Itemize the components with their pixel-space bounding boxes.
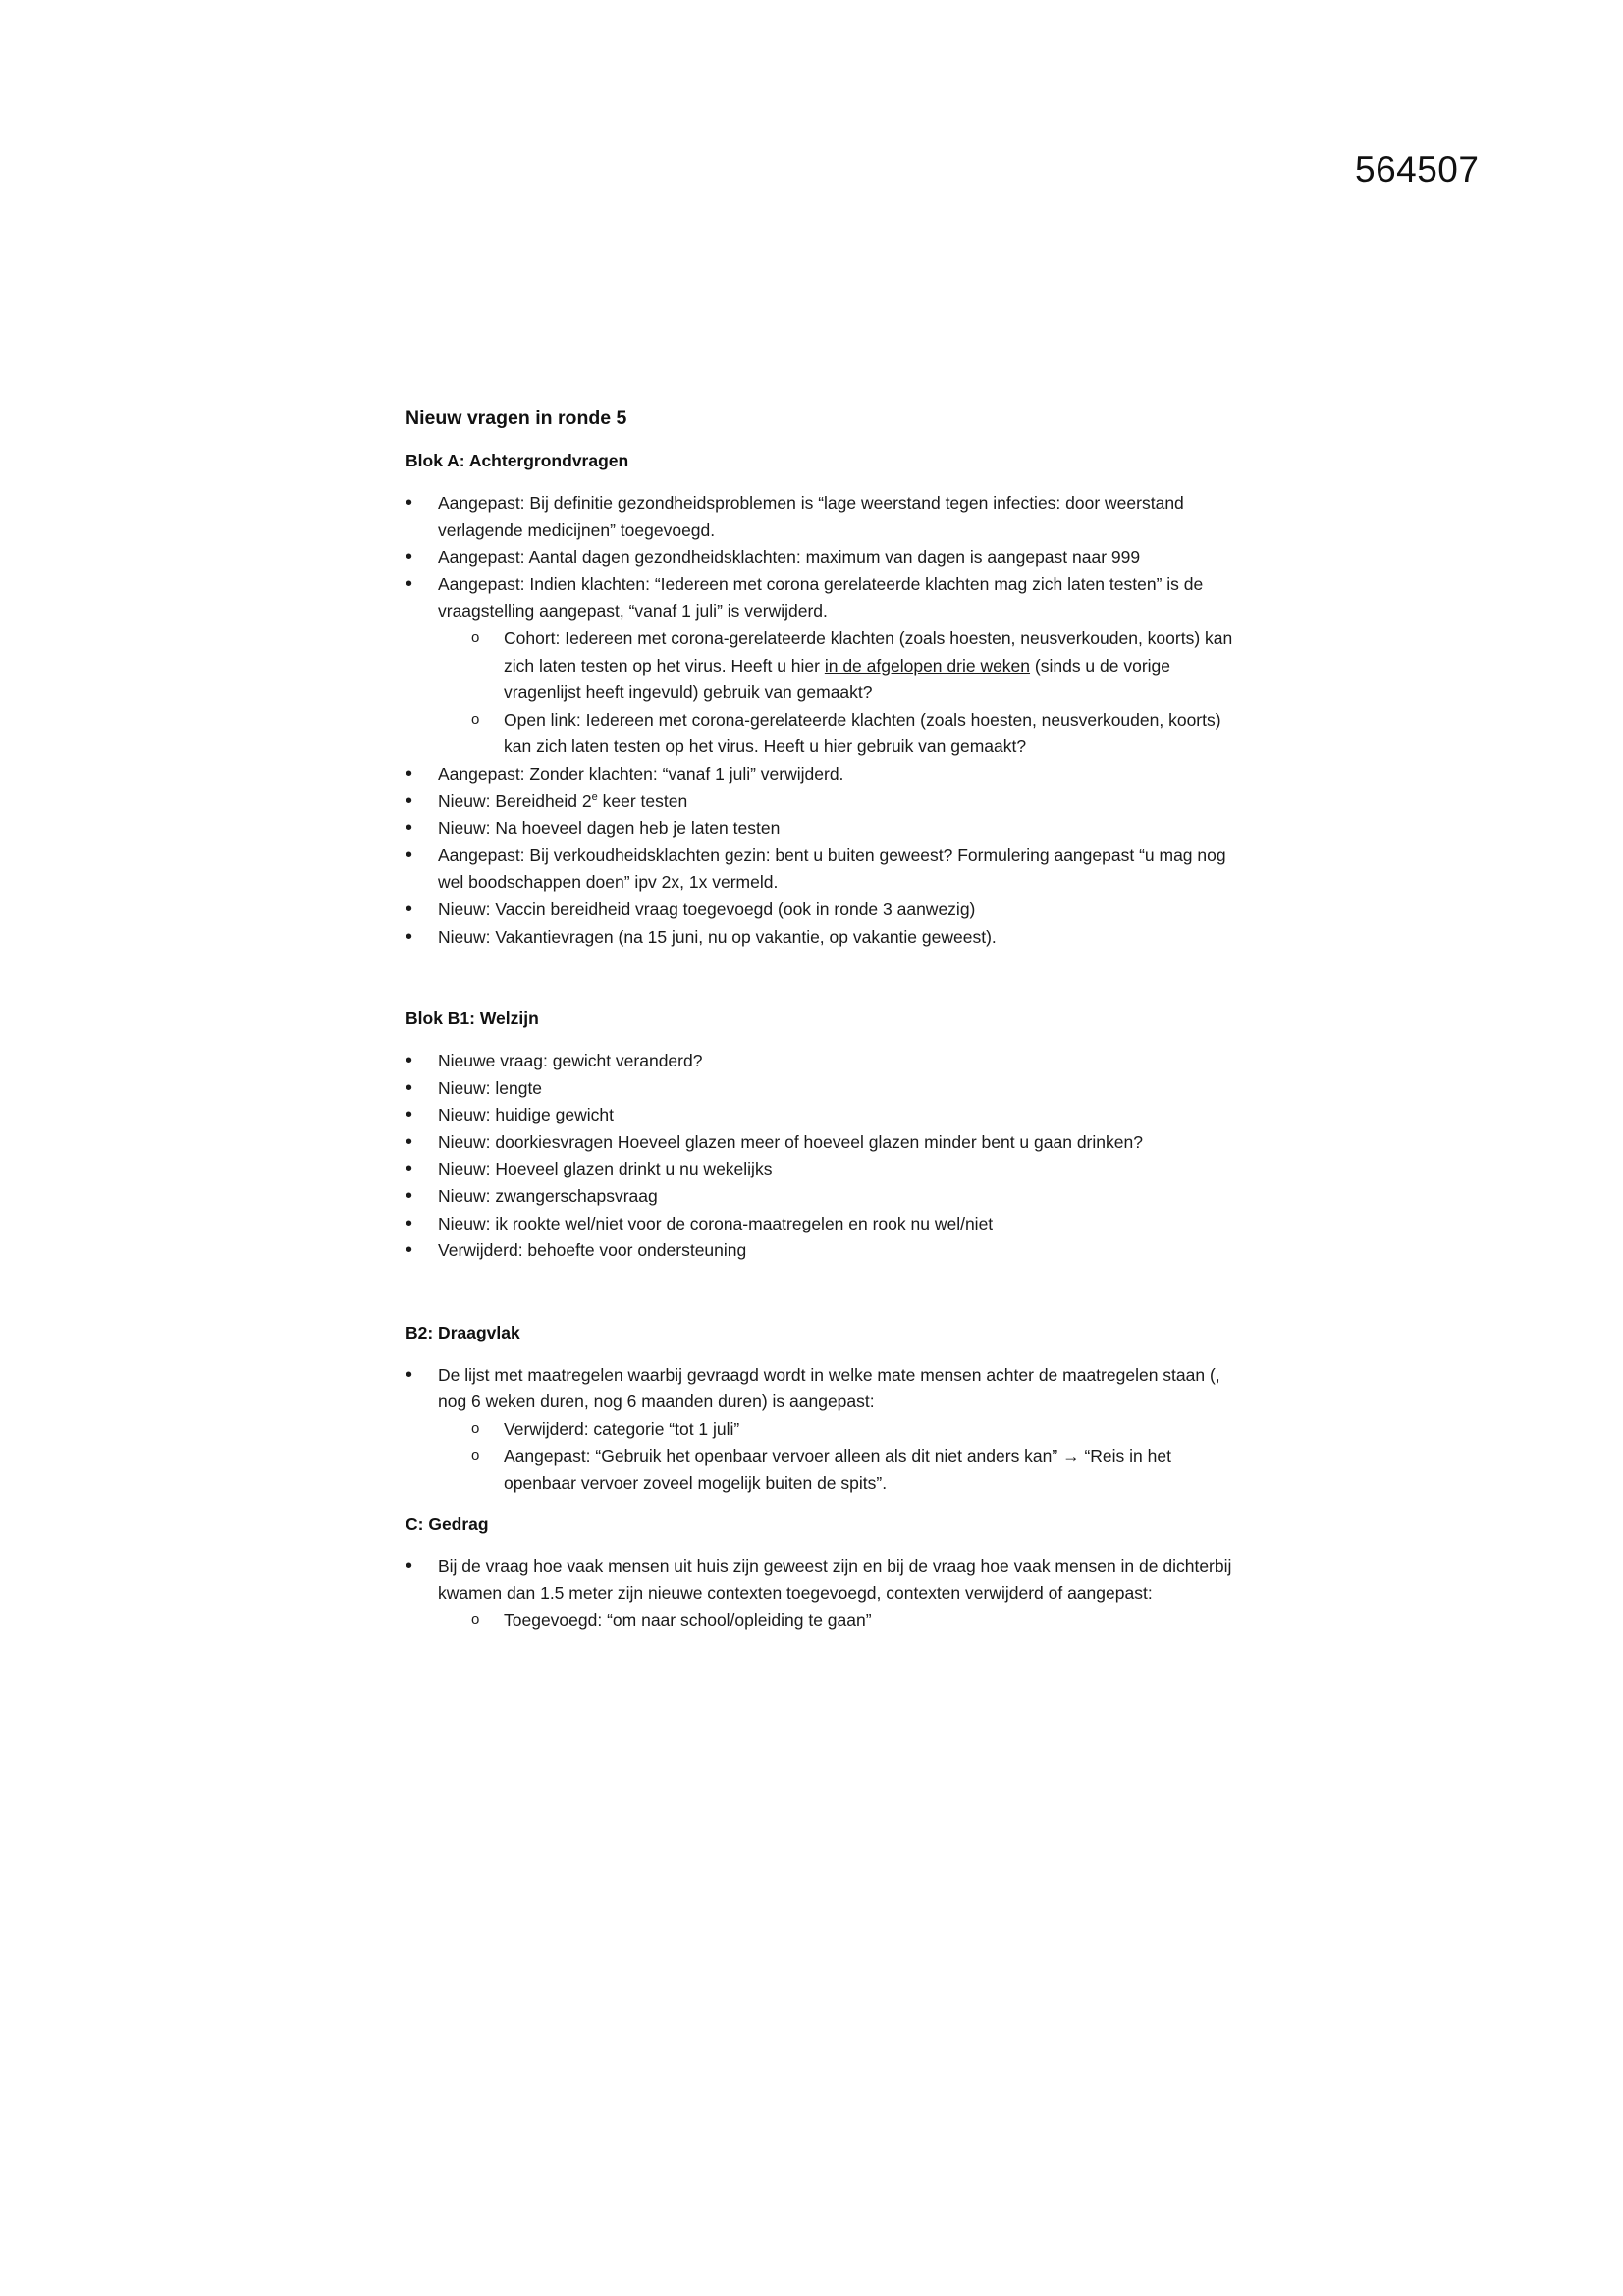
document-id-number: 564507 (1355, 149, 1480, 190)
block-c-list (406, 1554, 1240, 1635)
underlined-phrase: in de afgelopen drie weken (824, 655, 1031, 676)
superscript: e (591, 791, 598, 803)
section-heading-block-a: Blok A: Achtergrondvragen (406, 451, 629, 470)
list-item: • Nieuw: ik rookte wel/niet voor de corona-maatregelen en rook nu wel/niet (406, 1211, 1240, 1238)
list-item (406, 789, 1240, 816)
block-a-list (406, 490, 1240, 951)
list-item: • Nieuw: Vaccin bereidheid vraag toegevoegd (ook in ronde 3 aanwezig) (406, 897, 1240, 924)
list-item: • Aangepast: Zonder klachten: “vanaf 1 juli” verwijderd. (406, 761, 1240, 789)
list-item: • Nieuw: Vakantievragen (na 15 juni, nu op vakantie, op vakantie geweest). (406, 924, 1240, 952)
sub-list-item: o Open link: Iedereen met corona-gerelateerde klachten (zoals hoesten, neusverkouden, koorts) kan zich laten testen op het virus. Heeft u hier gebruik van gemaakt? (471, 707, 1240, 761)
list-item-text: keer testen (597, 791, 688, 811)
sub-list-item (471, 626, 1240, 707)
list-item: • Nieuwe vraag: gewicht veranderd? (406, 1048, 1240, 1075)
list-item: • Nieuw: Na hoeveel dagen heb je laten testen (406, 815, 1240, 843)
list-item-text: Nieuw: Bereidheid 2 (438, 791, 592, 811)
block-b2-list (406, 1362, 1240, 1498)
list-item (406, 1362, 1240, 1498)
block-c-sublist (438, 1608, 1240, 1635)
sub-list-item: o Aangepast: “Gebruik het openbaar vervoer alleen als dit niet anders kan” → “Reis in het openbaar vervoer zoveel mogelijk buiten de spits”. (471, 1444, 1240, 1498)
list-item: • Aangepast: Bij verkoudheidsklachten gezin: bent u buiten geweest? Formulering aangepast “u mag nog wel boodschappen doen” ipv 2x, 1x vermeld. (406, 843, 1240, 897)
document-body (406, 405, 1240, 1635)
list-item: • Verwijderd: behoefte voor ondersteuning (406, 1237, 1240, 1265)
sub-list-item: o Verwijderd: categorie “tot 1 juli” (471, 1416, 1240, 1444)
list-item: • Nieuw: huidige gewicht (406, 1102, 1240, 1129)
block-b2-sublist (438, 1416, 1240, 1498)
section-heading-block-b2: B2: Draagvlak (406, 1322, 520, 1342)
block-a-sublist (438, 626, 1240, 761)
list-item: • Aangepast: Bij definitie gezondheidsproblemen is “lage weerstand tegen infecties: door weerstand verlagende medicijnen” toegevoegd. (406, 490, 1240, 544)
list-item: • Nieuw: Hoeveel glazen drinkt u nu wekelijks (406, 1156, 1240, 1183)
list-item-text: Aangepast: Indien klachten: “Iedereen met corona gerelateerde klachten mag zich laten testen” is de vraagstelling aangepast, “vanaf 1 juli” is verwijderd. (438, 574, 1204, 622)
list-item: • Aangepast: Aantal dagen gezondheidsklachten: maximum van dagen is aangepast naar 999 (406, 544, 1240, 572)
document-title: Nieuw vragen in ronde 5 (406, 408, 627, 429)
list-item: • Nieuw: doorkiesvragen Hoeveel glazen meer of hoeveel glazen minder bent u gaan drinken? (406, 1129, 1240, 1157)
list-item-text: Bij de vraag hoe vaak mensen uit huis zijn geweest zijn en bij de vraag hoe vaak mensen in de dichterbij kwamen dan 1.5 meter zijn nieuwe contexten toegevoegd, contexten verwijderd of aangepast: (438, 1556, 1232, 1604)
sub-list-item: o Toegevoegd: “om naar school/opleiding te gaan” (471, 1608, 1240, 1635)
block-b1-list (406, 1048, 1240, 1265)
list-item (406, 572, 1240, 761)
sub-item-text: Cohort: Iedereen met corona-gerelateerde klachten (zoals hoesten, neusverkouden, koorts) kan zich laten testen op het virus. Heeft u hier (504, 628, 1233, 676)
section-heading-block-b1: Blok B1: Welzijn (406, 1009, 539, 1029)
list-item: • Nieuw: lengte (406, 1075, 1240, 1103)
section-heading-block-c: C: Gedrag (406, 1513, 489, 1534)
sub-item-text: (sinds u de vorige vragenlijst heeft ingevuld) gebruik van gemaakt? (504, 655, 1171, 703)
list-item (406, 1554, 1240, 1635)
list-item-text: De lijst met maatregelen waarbij gevraagd wordt in welke mate mensen achter de maatregelen staan (, nog 6 weken duren, nog 6 maanden duren) is aangepast: (438, 1364, 1220, 1412)
list-item: • Nieuw: zwangerschapsvraag (406, 1183, 1240, 1211)
